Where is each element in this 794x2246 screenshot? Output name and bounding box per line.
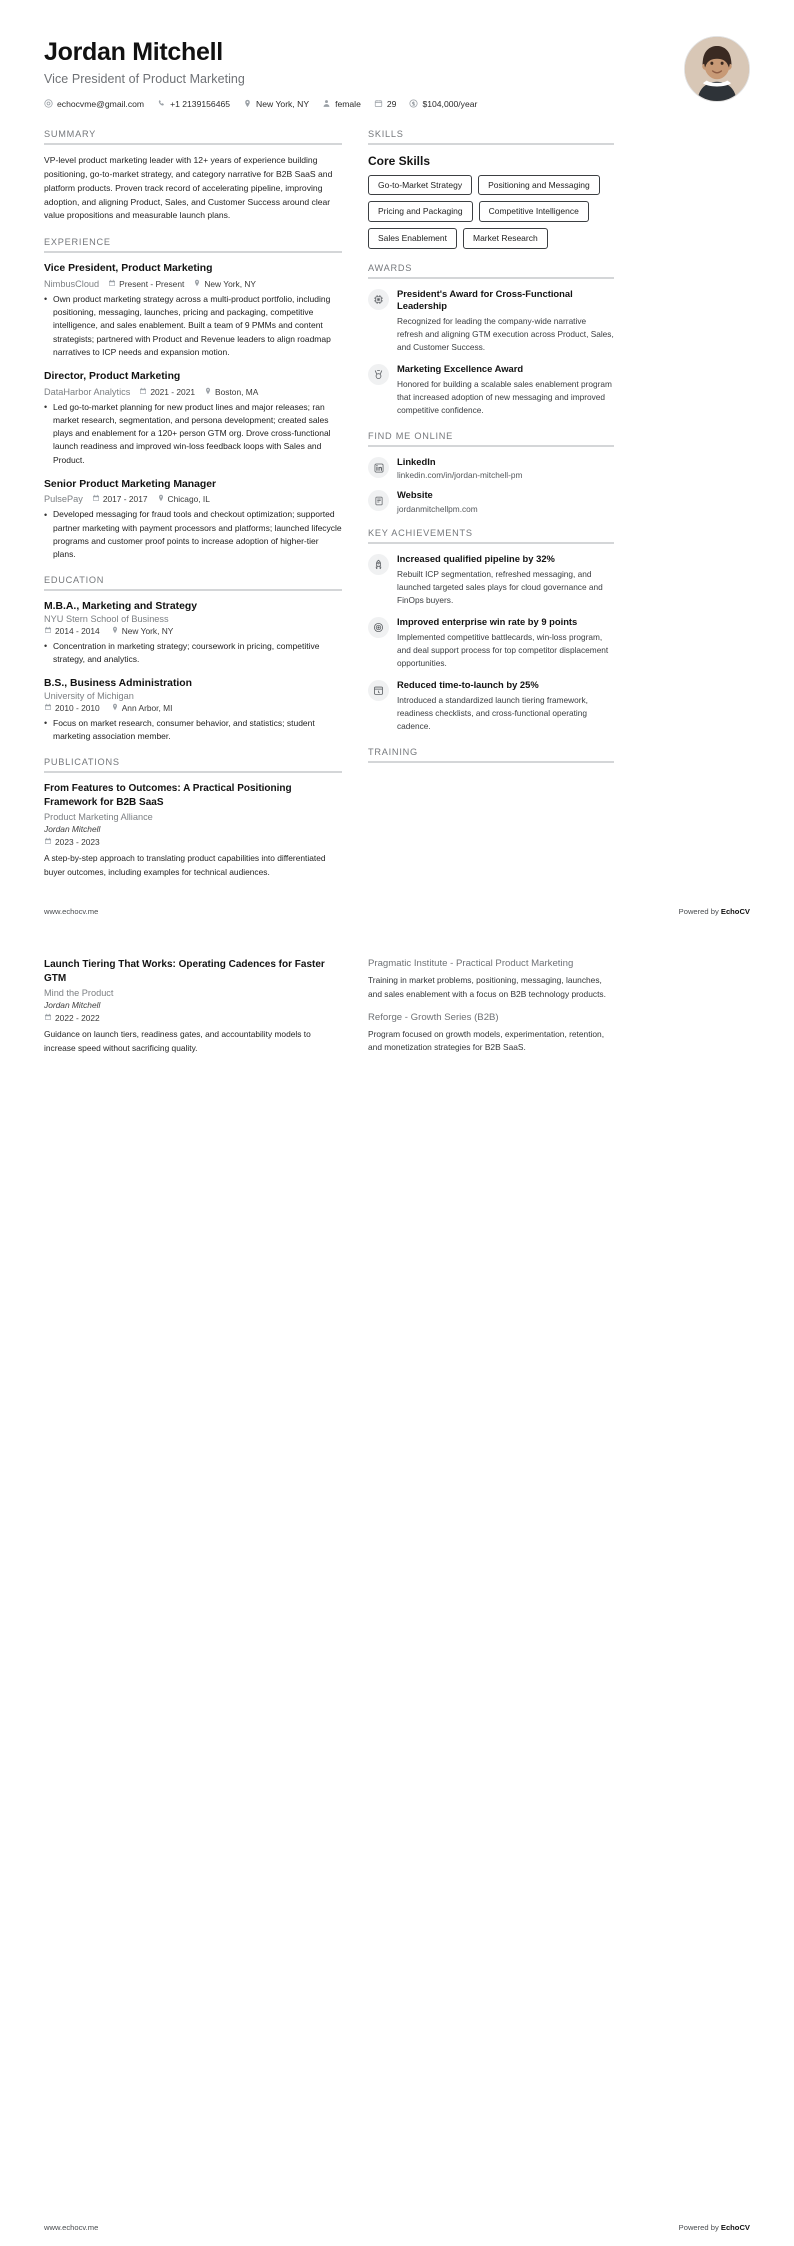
education-dates [44, 626, 100, 636]
section-training-heading [368, 747, 614, 763]
training-title: TRAINING [368, 746, 418, 757]
summary-text: VP-level product marketing leader with 12+ years of experience building positioning, go-to-market strategy, and category narrative for B2B SaaS and platform products. Proven track record of accelerating pipeline, improving adoption, and aligning Product, Sales, and Customer Success around clear value propositions and measurable launch plans. [44, 154, 333, 221]
linkedin-icon [368, 457, 389, 478]
experience-item [44, 262, 342, 359]
publication-date-chip [44, 837, 342, 847]
footer-brand-name: EchoCV [720, 2223, 750, 2232]
job-bullet: • Developed messaging for fraud tools and checkout optimization; supported partner marketing with payment processors and platforms; launched lifecycle programs and customer proof points to increase adoption of higher-tier plans. [44, 508, 342, 561]
skill-chip[interactable]: Competitive Intelligence [479, 201, 589, 222]
calendar-icon [139, 387, 147, 397]
contact-phone-value: +1 2139156465 [170, 98, 231, 109]
job-bullet: • Own product marketing strategy across a multi-product portfolio, including positioning, messaging, launches, pricing and packaging, competitive intelligence, and sales enablement. Built a team of 9 PMMs and content strategists; partnered with Product and Revenue leaders to align roadmap narratives to ICP needs and expansion motion. [44, 293, 342, 359]
publication-description: Guidance on launch tiers, readiness gates, and accountability models to increase speed without sacrificing quality. [44, 1029, 311, 1053]
page-footer-1 [44, 893, 750, 916]
award-chip-icon [368, 289, 389, 310]
experience-item [44, 478, 342, 562]
contact-location [243, 99, 309, 109]
education-bullets [44, 717, 342, 744]
education-item [44, 677, 342, 743]
job-dates [108, 279, 184, 289]
online-body [397, 489, 614, 513]
achievement-title: Improved enterprise win rate by 9 points [397, 615, 578, 627]
clock-icon [368, 680, 389, 701]
job-dates-value: 2021 - 2021 [150, 386, 196, 397]
location-icon [111, 626, 119, 636]
publication-date-chip [44, 1013, 342, 1023]
skill-chip[interactable]: Pricing and Packaging [368, 201, 473, 222]
publication-title: Launch Tiering That Works: Operating Cadences for Faster GTM [44, 959, 325, 984]
section-divider [368, 277, 614, 279]
right-column-continued [368, 958, 614, 1065]
training-item-description: Program focused on growth models, experimentation, retention, and monetization strategies for B2B SaaS. [368, 1028, 605, 1053]
award-description: Honored for building a scalable sales enablement program that increased adoption of new messaging and improved competitive confidence. [397, 379, 612, 416]
achievement-item [368, 553, 614, 607]
education-dates-value: 2014 - 2014 [55, 625, 100, 636]
award-body [397, 288, 614, 354]
achievements-list [368, 553, 614, 733]
section-divider [368, 445, 614, 447]
footer-site[interactable]: www.echocv.me [44, 2223, 99, 2232]
salary-icon [409, 99, 418, 108]
training-item [368, 958, 614, 1001]
job-location [193, 279, 256, 289]
target-icon [368, 617, 389, 638]
candidate-headline: Vice President of Product Marketing [44, 71, 245, 86]
online-label: LinkedIn [397, 456, 436, 467]
summary-title: SUMMARY [44, 128, 97, 139]
awards-title: AWARDS [368, 262, 413, 273]
job-meta [44, 279, 342, 289]
section-divider [368, 761, 614, 763]
section-key-achievements [368, 528, 614, 733]
section-divider [44, 589, 342, 591]
left-column-continued [44, 958, 342, 1066]
footer-powered-prefix: Powered by [678, 907, 721, 917]
online-url[interactable]: linkedin.com/in/jordan-mitchell-pm [397, 470, 523, 481]
achievement-title: Reduced time-to-launch by 25% [397, 678, 539, 690]
skills-title: SKILLS [368, 128, 404, 139]
location-icon [193, 279, 201, 289]
section-divider [368, 542, 614, 544]
header-identity [44, 34, 670, 109]
publication-publisher: Mind the Product [44, 988, 114, 999]
section-divider [44, 771, 342, 773]
award-body [397, 363, 614, 417]
rocket-icon [368, 554, 389, 575]
continuation-columns [44, 958, 750, 1066]
location-icon [111, 703, 119, 713]
footer-site[interactable]: www.echocv.me [44, 907, 99, 917]
training-item-title: Pragmatic Institute - Practical Product Marketing [368, 958, 574, 970]
job-bullets [44, 401, 342, 467]
experience-item [44, 370, 342, 467]
degree-name: M.B.A., Marketing and Strategy [44, 601, 197, 613]
online-list [368, 456, 614, 514]
education-location [111, 626, 174, 636]
training-item-description: Training in market problems, positioning, messaging, launches, and sales enablement with a focus on B2B technology products. [368, 975, 606, 999]
job-meta [44, 387, 342, 397]
person-icon [322, 99, 331, 108]
experience-title: EXPERIENCE [44, 237, 111, 248]
school-name: University of Michigan [44, 690, 134, 701]
right-column [368, 129, 614, 777]
job-bullets [44, 293, 342, 359]
contact-gender-value: female [335, 98, 361, 109]
award-description: Recognized for leading the company-wide narrative refresh and aligning GTM execution across Product, Sales, and Customer Success. [397, 316, 614, 353]
achievements-title: KEY ACHIEVEMENTS [368, 527, 473, 538]
education-dates [44, 703, 100, 713]
education-location-value: Ann Arbor, MI [121, 702, 173, 713]
award-item [368, 363, 614, 417]
footer-powered-prefix: Powered by [678, 2223, 721, 2232]
job-location-value: Chicago, IL [167, 494, 210, 505]
resume-header [44, 34, 750, 115]
online-title: FIND ME ONLINE [368, 431, 454, 441]
resume-sheet-2 [0, 938, 794, 1066]
job-location [157, 494, 210, 504]
footer-brand [679, 2223, 750, 2232]
achievement-item [368, 679, 614, 733]
section-divider [44, 251, 342, 253]
achievement-description: Rebuilt ICP segmentation, refreshed messaging, and launched targeted sales plays for cloud governance and FinOps buyers. [397, 569, 603, 605]
publication-date-value: 2022 - 2022 [55, 1013, 100, 1024]
section-divider [368, 143, 614, 145]
section-publications [44, 757, 342, 879]
job-bullets [44, 508, 342, 561]
job-location-value: New York, NY [204, 278, 256, 289]
education-meta [44, 703, 342, 713]
section-skills [368, 129, 614, 249]
skill-chip[interactable]: Market Research [463, 228, 548, 249]
contact-salary [409, 99, 477, 109]
school-name: NYU Stern School of Business [44, 613, 169, 624]
avatar [684, 36, 750, 102]
publication-author: Jordan Mitchell [44, 1000, 101, 1011]
online-label: Website [397, 489, 433, 501]
contact-phone [157, 99, 230, 109]
job-company: DataHarbor Analytics [44, 386, 131, 397]
contact-age-value: 29 [386, 98, 397, 109]
skill-chip[interactable]: Sales Enablement [368, 228, 457, 249]
left-column [44, 129, 342, 894]
calendar-icon [44, 703, 52, 713]
education-location [111, 703, 173, 713]
publication-item [44, 958, 342, 1055]
calendar-icon [44, 837, 52, 847]
education-bullet: • Focus on market research, consumer behavior, and statistics; student marketing association member. [44, 717, 342, 744]
contact-row [44, 99, 670, 109]
calendar-icon [44, 626, 52, 636]
resume-columns [44, 129, 750, 894]
section-summary [44, 129, 342, 224]
job-dates [139, 387, 195, 397]
phone-icon [157, 99, 166, 108]
section-find-me-online [368, 431, 614, 514]
contact-email [44, 99, 144, 109]
job-role: Senior Product Marketing Manager [44, 478, 217, 490]
resume-sheet-1 [0, 0, 794, 916]
job-dates [92, 494, 148, 504]
skill-chip[interactable]: Go-to-Market Strategy [368, 175, 472, 196]
online-item-linkedin[interactable] [368, 456, 614, 480]
award-medal-icon [368, 364, 389, 385]
publication-description: A step-by-step approach to translating product capabilities into differentiated buyer outcomes, including examples for technical audiences. [44, 853, 326, 877]
degree-name: B.S., Business Administration [44, 678, 192, 690]
achievement-title: Increased qualified pipeline by 32% [397, 552, 555, 564]
awards-list [368, 288, 614, 417]
section-education [44, 575, 342, 743]
award-item [368, 288, 614, 354]
education-item [44, 600, 342, 666]
skills-chip-list [368, 175, 614, 249]
contact-email-value: echocvme@gmail.com [57, 98, 145, 109]
job-role: Vice President, Product Marketing [44, 263, 213, 275]
contact-salary-value: $104,000/year [422, 98, 478, 109]
candidate-name: Jordan Mitchell [44, 38, 223, 66]
calendar-icon [44, 1013, 52, 1023]
training-item [368, 1012, 614, 1055]
publication-item [44, 782, 342, 879]
achievement-description: Implemented competitive battlecards, win-loss program, and deal support process for top competitor displacement opportunities. [397, 632, 609, 668]
footer-brand-name: EchoCV [720, 907, 750, 917]
education-bullets [44, 640, 342, 667]
job-location [204, 387, 258, 397]
contact-age [374, 99, 397, 109]
skill-chip[interactable]: Positioning and Messaging [478, 175, 600, 196]
job-bullet: • Led go-to-market planning for new product lines and major releases; ran market research, segmentation, and persona development; created sales plays and enablement for a 120+ person GTM org. Drove cross-functional launch readiness and improved win-loss feedback loops with Sales and Product. [44, 401, 342, 467]
location-icon [204, 387, 212, 397]
website-icon [368, 490, 389, 511]
job-location-value: Boston, MA [215, 386, 259, 397]
publication-publisher: Product Marketing Alliance [44, 812, 153, 823]
publication-date [44, 1013, 342, 1023]
achievement-item [368, 616, 614, 670]
achievement-description: Introduced a standardized launch tiering framework, readiness checklists, and cross-functional operating cadence. [397, 695, 588, 731]
education-bullet: • Concentration in marketing strategy; coursework in pricing, competitive strategy, and analytics. [44, 640, 342, 667]
section-awards [368, 263, 614, 417]
calendar-icon [374, 99, 383, 108]
job-company: PulsePay [44, 494, 83, 505]
publication-date-value: 2023 - 2023 [55, 837, 100, 848]
publication-title: From Features to Outcomes: A Practical Positioning Framework for B2B SaaS [44, 783, 292, 808]
education-location-value: New York, NY [121, 625, 174, 636]
achievement-body [397, 679, 614, 733]
achievement-body [397, 553, 614, 607]
education-meta [44, 626, 342, 636]
contact-location-value: New York, NY [256, 98, 310, 109]
location-icon [243, 99, 252, 108]
job-role: Director, Product Marketing [44, 371, 181, 383]
calendar-icon [92, 494, 100, 504]
online-body [397, 456, 614, 480]
publication-author: Jordan Mitchell [44, 824, 101, 835]
section-divider [44, 143, 342, 145]
job-meta [44, 494, 342, 504]
section-experience [44, 237, 342, 561]
award-title: President's Award for Cross-Functional Leadership [397, 287, 573, 312]
calendar-icon [108, 279, 116, 289]
publication-date [44, 837, 342, 847]
job-company: NimbusCloud [44, 278, 100, 289]
online-item-website[interactable] [368, 489, 614, 513]
award-title: Marketing Excellence Award [397, 363, 524, 375]
skills-group-label: Core Skills [368, 153, 431, 168]
online-url[interactable]: jordanmitchellpm.com [397, 503, 478, 514]
achievement-body [397, 616, 614, 670]
page-break [0, 916, 794, 938]
job-dates-value: Present - Present [119, 278, 185, 289]
publications-title: PUBLICATIONS [44, 757, 120, 768]
education-title: EDUCATION [44, 575, 105, 586]
job-dates-value: 2017 - 2017 [102, 494, 148, 505]
education-dates-value: 2010 - 2010 [55, 702, 100, 713]
page-footer-2 [0, 2223, 794, 2232]
email-icon [44, 99, 53, 108]
footer-brand [679, 907, 750, 916]
training-item-title: Reforge - Growth Series (B2B) [368, 1011, 499, 1023]
location-icon [157, 494, 165, 504]
contact-gender [322, 99, 361, 109]
